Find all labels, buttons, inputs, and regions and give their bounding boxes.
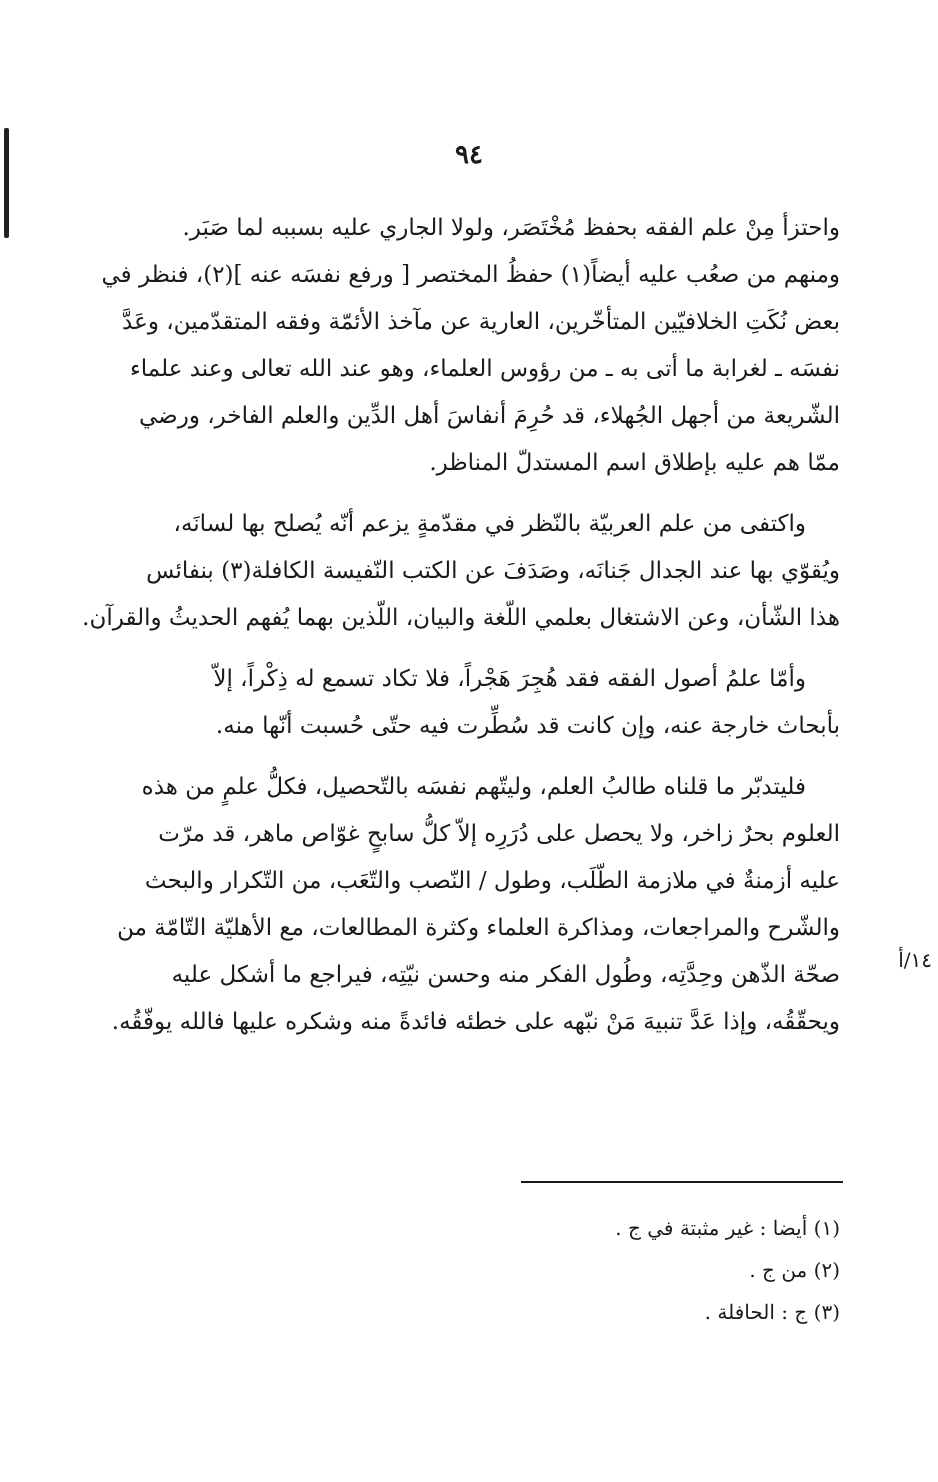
footnote-2: (٢) من ج . (749, 1258, 840, 1282)
text-line: بأبحاث خارجة عنه، وإن كانت قد سُطِّرت فيه حتّى حُسبت أنّها منه. (215, 713, 840, 739)
text-line: بعض نُكَتِ الخلافيّين المتأخّرين، العارية عن مآخذ الأئمّة وفقه المتقدّمين، وعَدَّ (122, 309, 840, 335)
text-line: ومنهم من صعُب عليه أيضاً(١) حفظُ المختصر [ ورفع نفسَه عنه ](٢)، فنظر في (101, 262, 840, 288)
text-line: الشّريعة من أجهل الجُهلاء، قد حُرِمَ أنفاسَ أهل الدِّين والعلم الفاخر، ورضي (139, 403, 840, 429)
text-line: العلوم بحرٌ زاخر، ولا يحصل على دُرَرِه إلاّ كلُّ سابحٍ غوّاص ماهر، قد مرّت (158, 821, 840, 847)
text-line: ممّا هم عليه بإطلاق اسم المستدلّ المناظر. (429, 450, 840, 476)
paragraph-4 (111, 764, 840, 1046)
page-number: ٩٤ (455, 140, 483, 170)
text-line: هذا الشّأن، وعن الاشتغال بعلمي اللّغة والبيان، اللّذين بهما يُفهم الحديثُ والقرآن. (82, 605, 840, 631)
footnote-1: (١) أيضا : غير مثبتة في ج . (615, 1216, 840, 1240)
paragraph-3 (126, 656, 840, 750)
text-line: وأمّا علمُ أصول الفقه فقد هُجِرَ هَجْراً، فلا تكاد تسمع له ذِكْراً، إلاّ (213, 666, 806, 692)
text-line: واكتفى من علم العربيّة بالنّظر في مقدّمةٍ يزعم أنّه يُصلح بها لسانَه، (173, 511, 806, 537)
paragraph-2 (82, 501, 840, 642)
text-line: صحّة الذّهن وحِدَّتِه، وطُول الفكر منه وحسن نيّتِه، فيراجع ما أشكل عليه (171, 962, 840, 988)
footnotes (126, 1207, 840, 1333)
text-line: نفسَه ـ لغرابة ما أتى به ـ من رؤوس العلماء، وهو عند الله تعالى وعند علماء (129, 356, 840, 382)
main-text (82, 205, 840, 1046)
footnote-separator (521, 1181, 843, 1183)
text-line: واحتزأ مِنْ علم الفقه بحفظ مُخْتَصَر، ولولا الجاري عليه بسببه لما صَبَر. (182, 215, 840, 241)
text-line: عليه أزمنةٌ في ملازمة الطّلَب، وطول / النّصب والتّعَب، من التّكرار والبحث (144, 868, 840, 894)
manuscript-folio-note: ١٤/أ (898, 948, 932, 972)
footnote-3: (٣) ج : الحافلة . (704, 1300, 840, 1324)
text-line: فليتدبّر ما قلناه طالبُ العلم، وليتّهم نفسَه بالتّحصيل، فكلُّ علمٍ من هذه (141, 774, 806, 800)
text-line: والشّرح والمراجعات، ومذاكرة العلماء وكثرة المطالعات، مع الأهليّة التّامّة من (117, 915, 840, 941)
text-line: ويُقوّي بها عند الجدال جَنانَه، وصَدَفَ عن الكتب النّفيسة الكافلة(٣) بنفائس (146, 558, 840, 584)
text-line: ويحقّقُه، وإذا عَدَّ تنبيهَ مَنْ نبّهه على خطئه فائدةً منه وشكره عليها فالله يوفّقُه. (111, 1009, 840, 1035)
paragraph-1 (101, 205, 840, 487)
